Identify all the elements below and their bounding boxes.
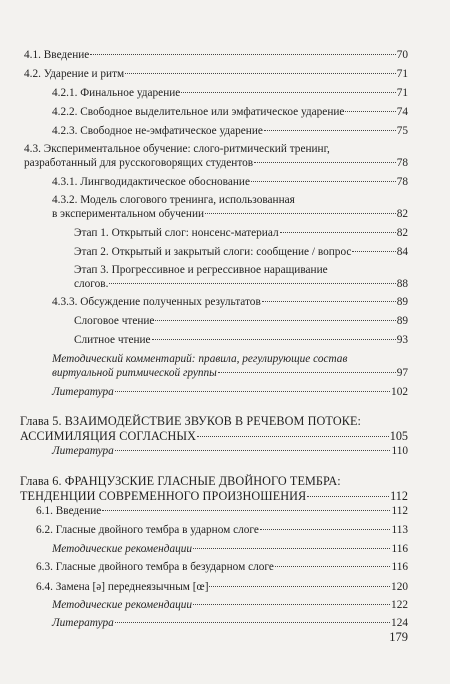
dot-leader (193, 548, 390, 549)
toc-entry-title-first-line: 4.3.2. Модель слогового тренинга, использованная (52, 194, 295, 206)
toc-entry-6-3 (36, 560, 408, 574)
toc-entry-literature-ch4 (52, 385, 408, 399)
toc-entry-title: 4.2. Ударение и ритм (24, 68, 125, 80)
toc-entry-title: 6.3. Гласные двойного тембра в безударном слоге (36, 561, 274, 573)
dot-leader (307, 496, 389, 497)
toc-entry-title: Слоговое чтение (74, 315, 155, 327)
toc-entry-title: 6.2. Гласные двойного тембра в ударном слоге (36, 524, 259, 536)
toc-entry-4-3-2 (52, 193, 408, 221)
toc-entry-page: 116 (391, 561, 408, 573)
dot-leader (115, 450, 391, 451)
toc-entry-title: в экспериментальном обучении (52, 208, 205, 220)
toc-entry-title: Литература (52, 445, 114, 457)
page-number: 179 (389, 630, 408, 644)
toc-entry-title: 4.1. Введение (24, 49, 90, 61)
toc-entry-title: Литература (52, 386, 114, 398)
toc-entry-page: 93 (396, 334, 408, 346)
toc-entry-page: 70 (396, 49, 408, 61)
toc-entry-page: 84 (396, 246, 408, 258)
toc-entry-title: Методические рекомендации (52, 599, 193, 611)
dot-leader (262, 301, 396, 302)
toc-entry-4-3-1 (52, 175, 408, 189)
dot-leader (115, 391, 390, 392)
dot-leader (345, 111, 395, 112)
toc-entry-title-first-line: Методический комментарий: правила, регулирующие состав (52, 353, 348, 365)
toc-entry-page: 88 (396, 278, 408, 290)
dot-leader (90, 54, 395, 55)
toc-entry-title: Литература (52, 617, 114, 629)
toc-entry-6-2 (36, 523, 408, 537)
toc-entry-page: 112 (390, 489, 408, 503)
toc-entry-4-2-3 (52, 124, 408, 138)
toc-entry-page: 78 (396, 176, 408, 188)
toc-entry-page: 89 (396, 296, 408, 308)
toc-entry-title: виртуальной ритмической группы (52, 367, 217, 379)
toc-entry-page: 102 (391, 386, 408, 398)
toc-entry-syllable-reading (74, 314, 408, 328)
toc-entry-page: 82 (396, 227, 408, 239)
toc-entry-page: 74 (396, 106, 408, 118)
toc-entry-4-2-1 (52, 86, 408, 100)
toc-entry-title: Методические рекомендации (52, 543, 193, 555)
toc-entry-page: 71 (396, 87, 408, 99)
toc-entry-page: 82 (396, 208, 408, 220)
dot-leader (251, 181, 396, 182)
toc-entry-4-2-2 (52, 105, 408, 119)
toc-entry-4-3-3 (52, 295, 408, 309)
dot-leader (115, 622, 390, 623)
dot-leader (260, 529, 391, 530)
toc-entry-4-1 (24, 48, 408, 62)
toc-entry-title: 4.2.2. Свободное выделительное или эмфатическое ударение (52, 106, 345, 118)
toc-entry-literature-ch6 (52, 616, 408, 630)
toc-entry-title: 4.3.1. Лингводидактическое обоснование (52, 176, 250, 188)
toc-entry-title-first-line: Этап 3. Прогрессивное и регрессивное наращивание (74, 264, 328, 276)
dot-leader (152, 339, 396, 340)
toc-entry-title: 4.2.3. Свободное не-эмфатическое ударение (52, 125, 263, 137)
toc-entry-6-1 (36, 504, 408, 518)
toc-entry-page: 116 (391, 543, 408, 555)
toc-entry-6-4 (36, 580, 408, 594)
dot-leader (352, 251, 395, 252)
toc-entry-chapter-6 (20, 474, 408, 504)
dot-leader (209, 586, 390, 587)
toc-entry-literature-ch5 (52, 444, 408, 458)
toc-entry-title: ТЕНДЕНЦИИ СОВРЕМЕННОГО ПРОИЗНОШЕНИЯ (20, 489, 307, 503)
toc-entry-title-first-line: Глава 5. ВЗАИМОДЕЙСТВИЕ ЗВУКОВ В РЕЧЕВОМ ПОТОКЕ: (20, 414, 361, 428)
toc-entry-title: Этап 1. Открытый слог: нонсенс-материал (74, 227, 279, 239)
toc-entry-title: АССИМИЛЯЦИЯ СОГЛАСНЫХ (20, 429, 197, 443)
toc-entry-page: 89 (396, 315, 408, 327)
toc-entry-page: 112 (391, 505, 408, 517)
toc-entry-title: Этап 2. Открытый и закрытый слоги: сообщение / вопрос (74, 246, 352, 258)
dot-leader (125, 73, 396, 74)
dot-leader (254, 162, 396, 163)
dot-leader (264, 130, 396, 131)
dot-leader (181, 92, 395, 93)
toc-entry-title: 4.2.1. Финальное ударение (52, 87, 181, 99)
dot-leader (280, 232, 396, 233)
toc-entry-stage-3 (74, 263, 408, 291)
toc-entry-page: 78 (396, 157, 408, 169)
dot-leader (102, 510, 390, 511)
toc-entry-title: 4.3.3. Обсуждение полученных результатов (52, 296, 261, 308)
toc-entry-method-recs-6-2 (52, 542, 408, 556)
dot-leader (275, 566, 391, 567)
toc-entry-page: 71 (396, 68, 408, 80)
toc-entry-4-3 (24, 142, 408, 170)
toc-entry-chapter-5 (20, 414, 408, 444)
toc-entry-title: 6.4. Замена [ə] переднеязычным [œ] (36, 581, 209, 593)
toc-entry-title: слогов. (74, 278, 109, 290)
toc-entry-title: разработанный для русскоговорящих студентов (24, 157, 254, 169)
toc-entry-fluent-reading (74, 333, 408, 347)
toc-entry-method-comment (52, 352, 408, 380)
toc-entry-title: 6.1. Введение (36, 505, 102, 517)
toc-entry-page: 97 (396, 367, 408, 379)
toc-entry-page: 124 (391, 617, 408, 629)
toc-entry-page: 120 (391, 581, 408, 593)
toc-entry-method-recs-6-4 (52, 598, 408, 612)
dot-leader (205, 213, 396, 214)
toc-entry-title: Слитное чтение (74, 334, 151, 346)
toc-entry-page: 105 (389, 429, 408, 443)
dot-leader (218, 372, 396, 373)
toc-entry-stage-2 (74, 245, 408, 259)
dot-leader (193, 604, 390, 605)
toc-entry-stage-1 (74, 226, 408, 240)
toc-entry-page: 75 (396, 125, 408, 137)
dot-leader (109, 283, 395, 284)
dot-leader (197, 436, 389, 437)
dot-leader (155, 320, 395, 321)
toc-entry-4-2 (24, 67, 408, 81)
toc-entry-page: 110 (391, 445, 408, 457)
toc-entry-page: 122 (391, 599, 408, 611)
toc-entry-title-first-line: 4.3. Экспериментальное обучение: слого-ритмический тренинг, (24, 143, 330, 155)
toc-entry-title-first-line: Глава 6. ФРАНЦУЗСКИЕ ГЛАСНЫЕ ДВОЙНОГО ТЕМБРА: (20, 474, 341, 488)
toc-entry-page: 113 (391, 524, 408, 536)
